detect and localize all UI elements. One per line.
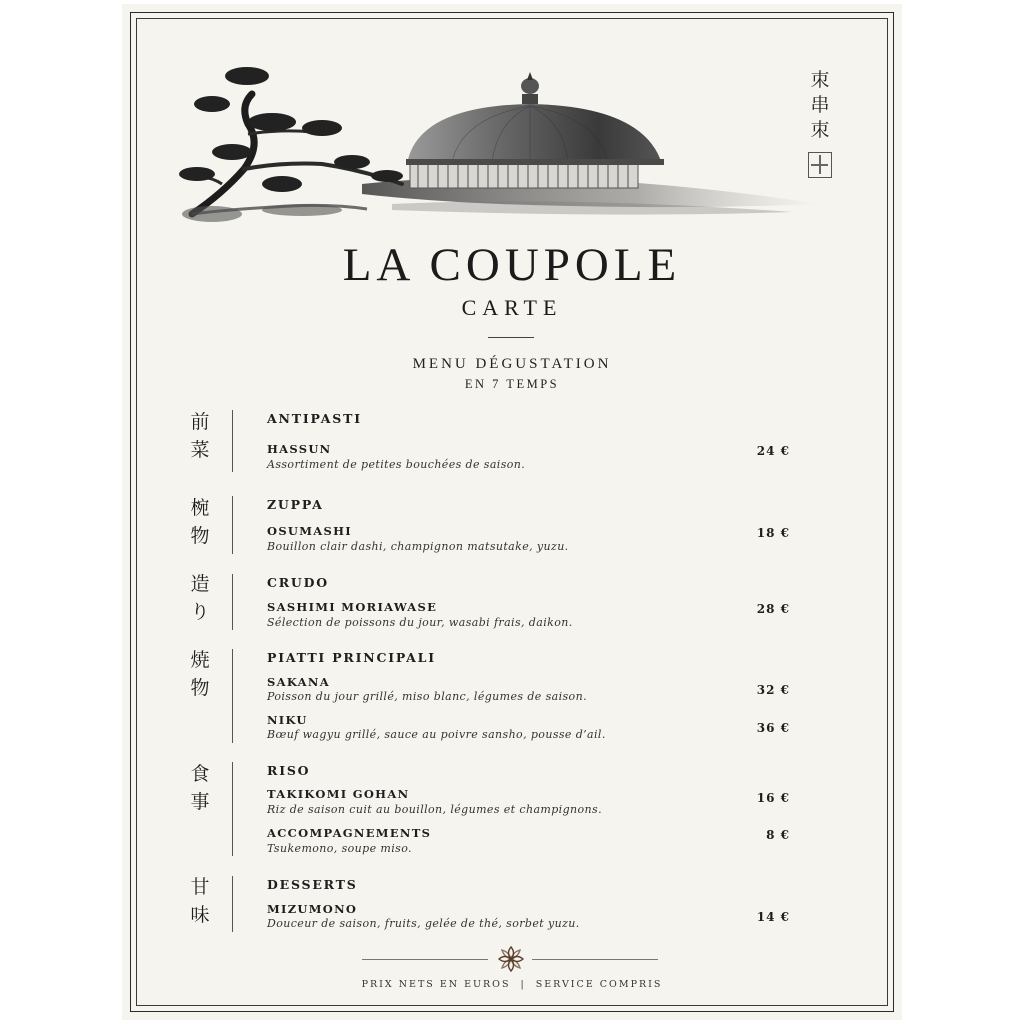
- kanji-char: 椀: [190, 497, 210, 519]
- item-name: SAKANA: [267, 675, 330, 689]
- flower-ornament-icon: [496, 944, 526, 974]
- item-name: SASHIMI MORIAWASE: [267, 600, 438, 614]
- section-title: CRUDO: [267, 575, 329, 590]
- item-description: Assortiment de petites bouchées de saison.: [267, 458, 526, 471]
- seal-stamp-icon: [808, 152, 832, 178]
- footer-rule-left: [362, 959, 488, 960]
- item-name: OSUMASHI: [267, 524, 352, 538]
- footer-prices-note: PRIX NETS EN EUROS: [361, 979, 511, 990]
- item-price: 8 €: [766, 828, 790, 842]
- section-divider-line: [232, 410, 233, 472]
- section-title: RISO: [267, 763, 311, 778]
- section-divider-line: [232, 574, 233, 630]
- item-price: 14 €: [756, 910, 790, 924]
- section-kanji: [180, 494, 220, 550]
- item-price: 16 €: [756, 791, 790, 805]
- footer-separator: |: [520, 979, 526, 990]
- menu-page: [122, 4, 902, 1020]
- item-price: 28 €: [756, 602, 790, 616]
- item-name: HASSUN: [267, 442, 332, 456]
- item-description: Sélection de poissons du jour, wasabi frais, daikon.: [267, 616, 573, 629]
- footer-rule-right: [532, 959, 658, 960]
- carte-subtitle: CARTE: [461, 295, 563, 320]
- kanji-char: 物: [190, 525, 210, 547]
- section-divider-line: [232, 876, 233, 932]
- calligraphy-seal-text: [805, 68, 835, 143]
- kanji-char: り: [190, 601, 210, 623]
- footer-service-note: SERVICE COMPRIS: [535, 979, 663, 990]
- item-name: MIZUMONO: [267, 902, 358, 916]
- section-kanji: [180, 646, 220, 702]
- kanji-char: 味: [190, 904, 210, 926]
- kanji-char: 前: [190, 411, 210, 433]
- section-kanji: [180, 760, 220, 816]
- item-description: Bouillon clair dashi, champignon matsutake, yuzu.: [267, 540, 569, 553]
- section-kanji: [180, 408, 220, 464]
- seal-char: 串: [810, 94, 830, 116]
- item-description: Riz de saison cuit au bouillon, légumes et champignons.: [267, 803, 602, 816]
- menu-title: MENU DÉGUSTATION: [412, 356, 612, 372]
- section-title: ZUPPA: [267, 497, 324, 512]
- kanji-char: 食: [190, 763, 210, 785]
- item-price: 32 €: [756, 683, 790, 697]
- item-description: Douceur de saison, fruits, gelée de thé, sorbet yuzu.: [267, 917, 580, 930]
- section-kanji: [180, 570, 220, 626]
- item-description: Tsukemono, soupe miso.: [267, 842, 412, 855]
- item-price: 18 €: [756, 526, 790, 540]
- item-price: 24 €: [756, 444, 790, 458]
- kanji-char: 造: [190, 573, 210, 595]
- section-divider-line: [232, 762, 233, 856]
- kanji-char: 物: [190, 677, 210, 699]
- kanji-char: 菜: [190, 439, 210, 461]
- section-divider-line: [232, 496, 233, 554]
- item-description: Bœuf wagyu grillé, sauce au poivre sansho, pousse d’ail.: [267, 728, 606, 741]
- ink-dome-pine-illustration: [152, 34, 852, 244]
- menu-subtitle: EN 7 TEMPS: [464, 377, 560, 391]
- section-title: ANTIPASTI: [267, 411, 362, 426]
- section-title: PIATTI PRINCIPALI: [267, 650, 436, 665]
- section-title: DESSERTS: [267, 877, 358, 892]
- item-name: NIKU: [267, 713, 308, 727]
- kanji-char: 事: [190, 791, 210, 813]
- item-description: Poisson du jour grillé, miso blanc, légumes de saison.: [267, 690, 587, 703]
- seal-char: 朿: [810, 119, 830, 141]
- restaurant-title: LA COUPOLE: [342, 239, 682, 291]
- section-kanji: [180, 873, 220, 929]
- item-name: TAKIKOMI GOHAN: [267, 787, 410, 801]
- title-divider: [488, 337, 534, 338]
- item-name: ACCOMPAGNEMENTS: [267, 826, 432, 840]
- footer-note: [122, 979, 902, 990]
- kanji-char: 焼: [190, 649, 210, 671]
- seal-char: 朿: [810, 69, 830, 91]
- item-price: 36 €: [756, 721, 790, 735]
- section-divider-line: [232, 649, 233, 743]
- kanji-char: 甘: [190, 876, 210, 898]
